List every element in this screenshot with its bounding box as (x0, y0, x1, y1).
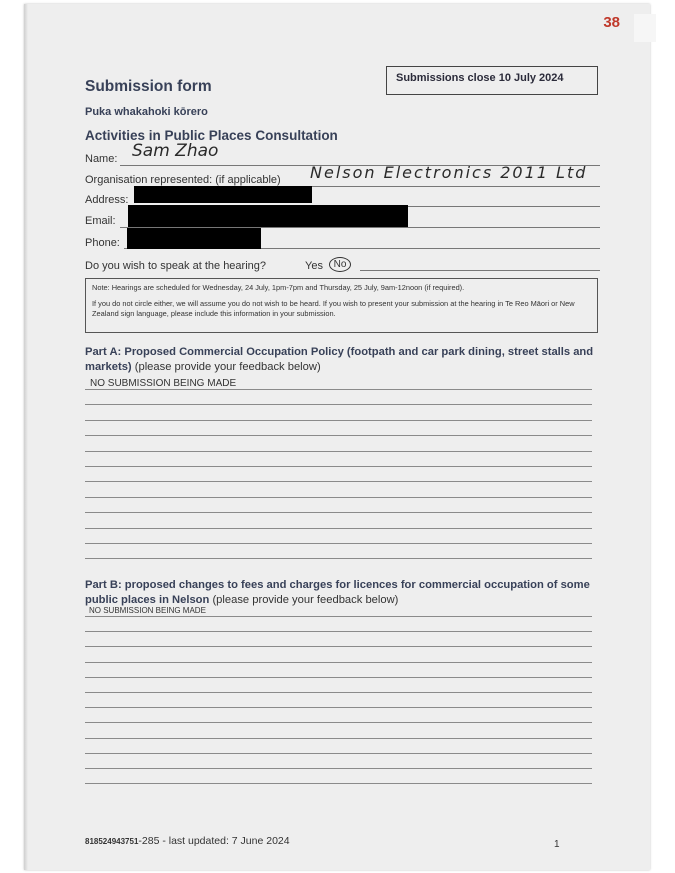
organisation-handwritten[interactable]: Nelson Electronics 2011 Ltd (310, 163, 588, 182)
address-redaction (134, 186, 312, 203)
writing-line (85, 646, 592, 647)
part-b-heading-block (85, 578, 600, 607)
writing-line (85, 753, 592, 754)
footer-page-number: 1 (554, 839, 560, 850)
part-b-response[interactable]: NO SUBMISSION BEING MADE (89, 606, 206, 615)
writing-line (85, 631, 592, 632)
writing-line (85, 435, 592, 436)
form-page (24, 4, 650, 870)
hearing-line (360, 270, 600, 271)
writing-line (85, 707, 592, 708)
form-title: Submission form (85, 78, 212, 95)
footer-updated-text: -285 - last updated: 7 June 2024 (138, 835, 290, 847)
writing-line (85, 389, 592, 390)
writing-line (85, 497, 592, 498)
footer-doc-code: 818524943751 (85, 837, 139, 846)
form-subtitle-maori: Puka whakahoki kōrero (85, 106, 208, 118)
part-a-heading: Part A: Proposed Commercial Occupation Policy (footpath and car park dining, street stalls and markets) (85, 346, 594, 373)
writing-line (85, 528, 592, 529)
hearing-note-box (85, 278, 598, 333)
writing-line (85, 404, 592, 405)
writing-line (85, 543, 592, 544)
writing-line (85, 783, 592, 784)
page-edge-shadow (24, 4, 28, 870)
part-b-instruction: (please provide your feedback below) (212, 593, 399, 606)
page-number-stamp: 38 (603, 14, 620, 31)
writing-line (85, 512, 592, 513)
page-number-patch (634, 14, 656, 42)
phone-redaction (127, 228, 261, 249)
part-a-instruction: (please provide your feedback below) (134, 360, 321, 373)
note-line-1: Note: Hearings are scheduled for Wednesday, 24 July, 1pm-7pm and Thursday, 25 July, 9am-12noon (if required). (92, 283, 465, 292)
submission-deadline-box: Submissions close 10 July 2024 (386, 66, 598, 95)
writing-line (85, 451, 592, 452)
part-b-heading: Part B: proposed changes to fees and charges for licences for commercial occupation of some public places in Nelson (85, 579, 590, 606)
note-line-2: If you do not circle either, we will assume you do not wish to be heard. If you wish to present your submission at the hearing in Te Reo Māori or New Zealand sign language, please include this information in your submission. (92, 299, 575, 318)
writing-line (85, 420, 592, 421)
writing-line (85, 722, 592, 723)
writing-line (85, 692, 592, 693)
email-redaction (128, 205, 408, 227)
consultation-title: Activities in Public Places Consultation (85, 128, 338, 143)
email-label: Email: (85, 215, 116, 227)
part-a-heading-block (85, 345, 600, 374)
hearing-question: Do you wish to speak at the hearing? (85, 260, 267, 272)
organisation-label: Organisation represented: (if applicable) (85, 174, 281, 186)
writing-line (85, 558, 592, 559)
writing-line (85, 616, 592, 617)
organisation-line (300, 186, 600, 187)
part-a-response[interactable]: NO SUBMISSION BEING MADE (90, 378, 237, 389)
footer-doc-reference (85, 835, 290, 847)
writing-line (85, 662, 592, 663)
writing-line (85, 677, 592, 678)
address-label: Address: (85, 194, 129, 206)
name-handwritten[interactable]: Sam Zhao (132, 141, 219, 161)
phone-label: Phone: (85, 237, 120, 249)
name-label: Name: (85, 153, 118, 165)
writing-line (85, 738, 592, 739)
writing-line (85, 481, 592, 482)
hearing-yes-option[interactable]: Yes (305, 260, 323, 272)
hearing-no-option-circled[interactable]: No (329, 257, 351, 272)
writing-line (85, 768, 592, 769)
writing-line (85, 466, 592, 467)
